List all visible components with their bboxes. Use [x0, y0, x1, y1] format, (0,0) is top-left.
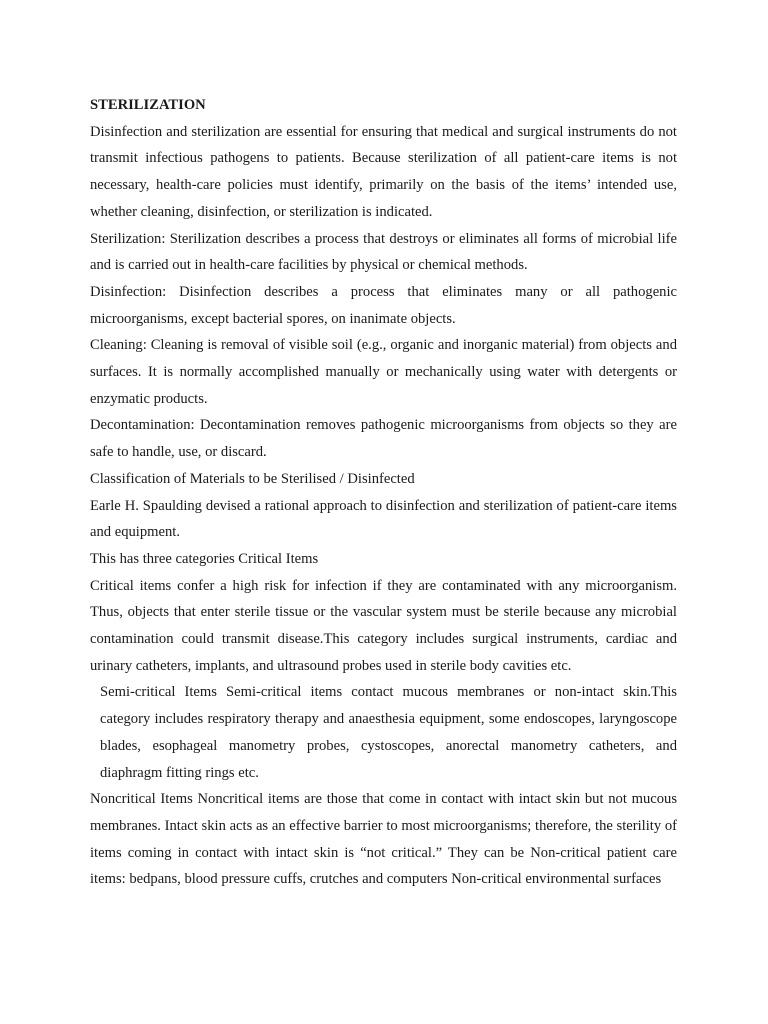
document-page — [90, 92, 677, 893]
paragraph-disinfection-definition: Disinfection: Disinfection describes a process that eliminates many or all pathogenic microorganisms, except bacterial spores, on inanimate objects. — [90, 283, 677, 327]
paragraph-classification-heading: Classification of Materials to be Sterilised / Disinfected — [90, 470, 415, 487]
paragraph-spaulding: Earle H. Spaulding devised a rational approach to disinfection and sterilization of patient-care items and equipment. — [90, 497, 677, 541]
document-title: STERILIZATION — [90, 97, 206, 113]
paragraph-three-categories: This has three categories Critical Items — [90, 550, 319, 567]
paragraph-intro: Disinfection and sterilization are essential for ensuring that medical and surgical instruments do not transmit infectious pathogens to patients. Because sterilization of all patient-care items is not necessary, health-care policies must identify, primarily on the basis of the items’ intended use, whether cleaning, disinfection, or sterilization is indicated. — [90, 123, 677, 220]
paragraph-decontamination-definition: Decontamination: Decontamination removes pathogenic microorganisms from objects so they are safe to handle, use, or discard. — [90, 417, 677, 461]
paragraph-noncritical-items: Noncritical Items Noncritical items are those that come in contact with intact skin but not mucous membranes. Intact skin acts as an effective barrier to most microorganisms; therefore, the sterility of items coming in contact with intact skin is “not critical.” They can be Non-critical patient care items: bedpans, blood pressure cuffs, crutches and computers Non-critical environmental surfaces — [90, 791, 677, 888]
paragraph-critical-items: Critical items confer a high risk for infection if they are contaminated with any microorganism. Thus, objects that enter sterile tissue or the vascular system must be sterile because any microbial contamination could transmit disease.This category includes surgical instruments, cardiac and urinary catheters, implants, and ultrasound probes used in sterile body cavities etc. — [90, 577, 677, 674]
paragraph-semi-critical-items: Semi-critical Items Semi-critical items contact mucous membranes or non-intact skin.This category includes respiratory therapy and anaesthesia equipment, some endoscopes, laryngoscope blades, esophageal manometry probes, cystoscopes, anorectal manometry catheters, and diaphragm fitting rings etc. — [100, 684, 677, 781]
paragraph-sterilization-definition: Sterilization: Sterilization describes a process that destroys or eliminates all forms of microbial life and is carried out in health-care facilities by physical or chemical methods. — [90, 230, 677, 274]
paragraph-cleaning-definition: Cleaning: Cleaning is removal of visible soil (e.g., organic and inorganic material) from objects and surfaces. It is normally accomplished manually or mechanically using water with detergents or enzymatic products. — [90, 337, 677, 407]
